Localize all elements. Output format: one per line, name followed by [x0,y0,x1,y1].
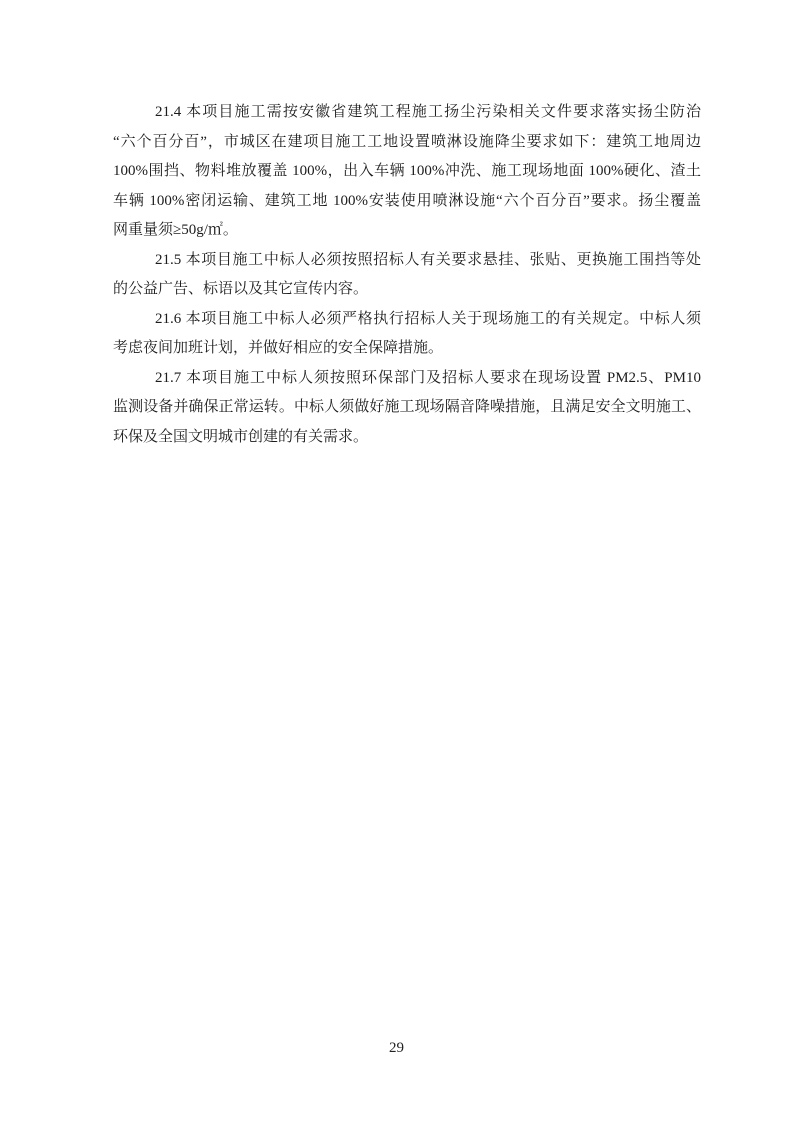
paragraph-21-5 [113,246,701,305]
text-line: “六个百分百”，市城区在建项目施工工地设置喷淋设施降尘要求如下：建筑工地周边 [113,133,701,150]
text-line: 21.5 本项目施工中标人必须按照招标人有关要求悬挂、张贴、更换施工围挡等处 [155,251,701,268]
text-line: 网重量须≥50g/㎡。 [113,222,238,238]
text-line: 车辆 100%密闭运输、建筑工地 100%安装使用喷淋设施“六个百分百”要求。扬尘覆盖 [113,192,701,209]
text-line: 21.6 本项目施工中标人必须严格执行招标人关于现场施工的有关规定。中标人须 [155,310,701,327]
text-line: 21.7 本项目施工中标人须按照环保部门及招标人要求在现场设置 PM2.5、PM10 [155,369,701,386]
text-line: 环保及全国文明城市创建的有关需求。 [113,428,369,445]
text-line: 监测设备并确保正常运转。中标人须做好施工现场隔音降噪措施，且满足安全文明施工、 [113,399,701,415]
text-line: 21.4 本项目施工需按安徽省建筑工程施工扬尘污染相关文件要求落实扬尘防治 [155,104,701,120]
text-line: 100%围挡、物料堆放覆盖 100%，出入车辆 100%冲洗、施工现场地面 100%硬化、渣土 [113,163,701,179]
paragraph-21-4 [113,98,701,246]
page-number: 29 [389,1040,404,1056]
text-line: 的公益广告、标语以及其它宣传内容。 [113,281,369,297]
text-line: 考虑夜间加班计划，并做好相应的安全保障措施。 [113,340,444,356]
document-body [113,98,701,452]
paragraph-21-6 [113,305,701,364]
paragraph-21-7 [113,364,701,453]
